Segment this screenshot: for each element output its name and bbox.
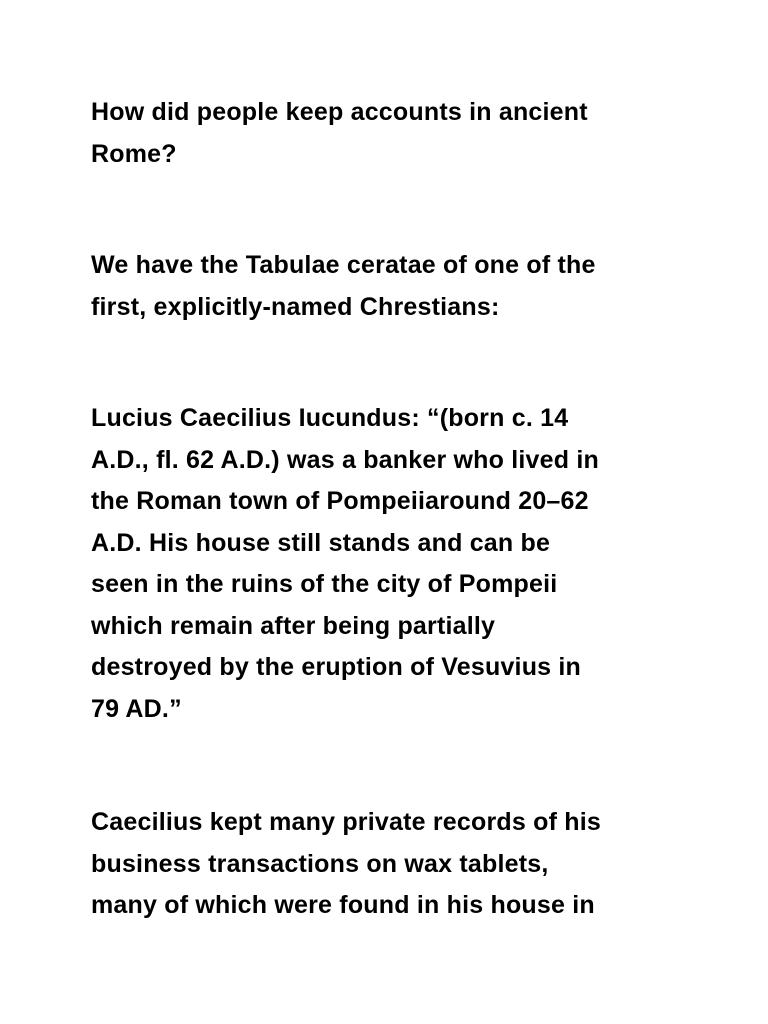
text-line: first, explicitly-named Chrestians: xyxy=(91,292,500,321)
text-line: the Roman town of Pompeiiaround 20–62 xyxy=(91,487,589,515)
paragraph-records xyxy=(91,802,708,927)
text-line: business transactions on wax tablets, xyxy=(91,849,549,878)
text-line: which remain after being partially xyxy=(91,611,496,640)
text-line: Caecilius kept many private records of his xyxy=(91,808,601,836)
text-line: seen in the ruins of the city of Pompeii xyxy=(91,570,558,598)
text-line: We have the Tabulae ceratae of one of the xyxy=(91,251,596,279)
text-line: Lucius Caecilius Iucundus: “(born c. 14 xyxy=(91,404,569,432)
paragraph-intro xyxy=(91,245,708,328)
text-line: A.D., fl. 62 A.D.) was a banker who lived in xyxy=(91,445,599,474)
text-line: Rome? xyxy=(91,139,177,168)
text-line: 79 AD.” xyxy=(91,694,182,723)
paragraph-quote xyxy=(91,398,708,730)
text-line: How did people keep accounts in ancient xyxy=(91,98,588,126)
text-line: A.D. His house still stands and can be xyxy=(91,528,551,557)
text-line: many of which were found in his house in xyxy=(91,891,595,919)
text-line: destroyed by the eruption of Vesuvius in xyxy=(91,653,582,681)
paragraph-question xyxy=(91,92,708,175)
